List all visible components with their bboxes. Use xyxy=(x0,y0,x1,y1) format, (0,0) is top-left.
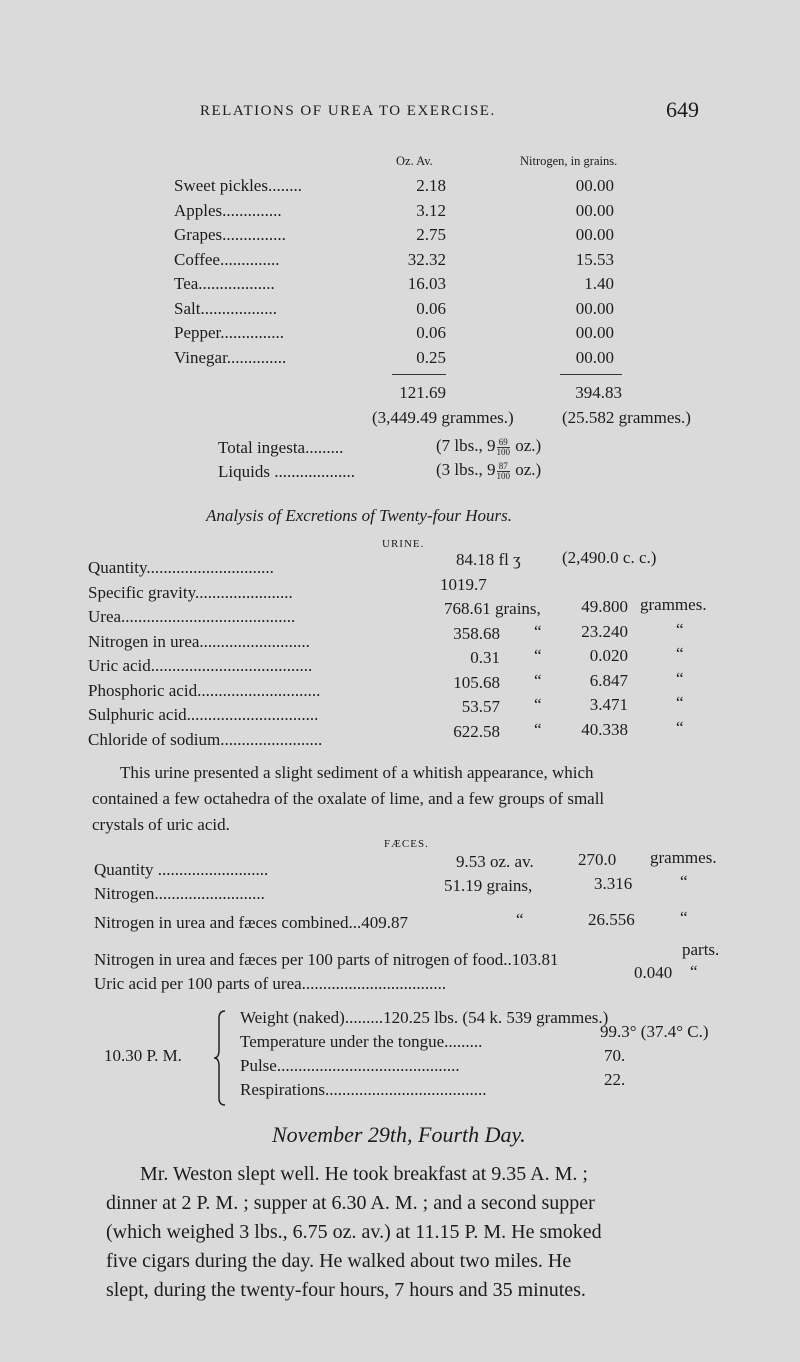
faeces-item: Nitrogen.......................... xyxy=(94,884,265,903)
food-item: Salt.................. xyxy=(174,298,277,318)
total-rule-oz xyxy=(392,374,446,375)
evening-respirations-value: 22. xyxy=(604,1070,626,1089)
evening-temperature-value: 99.3° (37.4° C.) xyxy=(600,1022,709,1041)
urine-grains: 84.18 fl ʒ xyxy=(456,550,521,569)
food-oz: 2.75 xyxy=(416,225,446,244)
food-nitrogen: 00.00 xyxy=(575,200,614,220)
urine-unit: “ xyxy=(676,668,684,688)
urine-ditto: “ xyxy=(534,695,542,714)
urine-paragraph-line: This urine presented a slight sediment of a whitish appearance, which xyxy=(120,763,594,782)
faeces-v3: “ xyxy=(680,872,688,891)
urine-item: Sulphuric acid............................... xyxy=(88,705,319,724)
urine-ditto: “ xyxy=(534,646,542,665)
brace-icon xyxy=(213,1010,227,1106)
food-oz: 3.12 xyxy=(416,200,446,220)
food-item: Vinegar.............. xyxy=(174,347,287,367)
food-nitrogen: 00.00 xyxy=(575,176,614,195)
evening-weight: Weight (naked).........120.25 lbs. (54 k. 539 grammes.) xyxy=(240,1008,609,1027)
urine-unit: “ xyxy=(676,619,684,639)
per100-label: Nitrogen in urea and fæces per 100 parts of nitrogen of food..103.81 xyxy=(94,950,559,969)
combined-label: Nitrogen in urea and fæces combined...409.87 xyxy=(94,913,408,932)
faeces-v3: grammes. xyxy=(650,848,717,867)
food-nitrogen: 00.00 xyxy=(575,347,614,367)
col-nitrogen-header: Nitrogen, in grains. xyxy=(520,154,618,168)
evening-respirations-label: Respirations...................................... xyxy=(240,1080,487,1099)
faeces-v1: 9.53 oz. av. xyxy=(456,852,534,871)
uric-ditto: “ xyxy=(690,962,698,981)
faeces-label: FÆCES. xyxy=(384,838,429,850)
urine-item: Urea......................................... xyxy=(88,607,296,626)
urine-paragraph-text xyxy=(92,760,732,838)
food-nitrogen: 00.00 xyxy=(575,323,614,342)
total-rule-nitrogen xyxy=(560,374,622,375)
urine-grammes: 0.020 xyxy=(589,646,628,665)
food-oz: 2.18 xyxy=(416,176,446,195)
food-item: Coffee.............. xyxy=(174,249,280,269)
combined-value: 26.556 xyxy=(588,910,635,929)
urine-grammes: 3.471 xyxy=(589,695,628,714)
urine-grains: 358.68 xyxy=(453,623,500,643)
total-oz-grammes: (3,449.49 grammes.) xyxy=(372,408,514,427)
running-head: RELATIONS OF UREA TO EXERCISE. xyxy=(200,103,496,119)
urine-paragraph xyxy=(92,760,732,838)
uric-value: 0.040 xyxy=(634,963,673,982)
urine-label: URINE. xyxy=(382,538,425,550)
food-oz: 0.06 xyxy=(416,298,446,318)
total-nitrogen: 394.83 xyxy=(575,383,622,402)
col-oz-header: Oz. Av. xyxy=(396,154,433,168)
food-oz: 0.25 xyxy=(416,347,446,367)
urine-grains: 0.31 xyxy=(470,648,500,667)
urine-grains: 768.61 grains, xyxy=(444,599,541,618)
narrative-line-5: slept, during the twenty-four hours, 7 hours and 35 minutes. xyxy=(106,1279,586,1301)
food-nitrogen: 00.00 xyxy=(575,298,614,318)
urine-grains: 53.57 xyxy=(461,697,500,716)
evening-temperature-label: Temperature under the tongue......... xyxy=(240,1032,483,1051)
per100-unit: parts. xyxy=(682,940,720,959)
urine-unit: grammes. xyxy=(640,595,707,614)
day-heading: November 29th, Fourth Day. xyxy=(272,1122,526,1147)
narrative-line-1: Mr. Weston slept well. He took breakfast at 9.35 A. M. ; xyxy=(140,1163,588,1185)
food-item: Pepper............... xyxy=(174,323,285,342)
urine-grains: 1019.7 xyxy=(440,574,487,594)
food-item: Tea.................. xyxy=(174,274,275,293)
urine-paragraph-line: crystals of uric acid. xyxy=(92,815,230,834)
total-ingesta-label: Total ingesta......... xyxy=(218,438,344,457)
total-oz: 121.69 xyxy=(399,383,446,402)
total-nitrogen-grammes: (25.582 grammes.) xyxy=(562,408,691,427)
evening-pulse-label: Pulse........................................... xyxy=(240,1056,460,1075)
uric-label: Uric acid per 100 parts of urea.................................. xyxy=(94,974,447,993)
urine-unit: “ xyxy=(676,644,684,663)
faeces-v2: 3.316 xyxy=(594,874,633,893)
urine-ditto: “ xyxy=(534,621,542,641)
food-oz: 0.06 xyxy=(416,323,446,342)
food-oz: 32.32 xyxy=(407,249,446,269)
excretions-title: Analysis of Excretions of Twenty-four Hours. xyxy=(206,506,512,525)
urine-grammes: 6.847 xyxy=(589,670,628,690)
urine-paragraph-line: contained a few octahedra of the oxalate of lime, and a few groups of small xyxy=(92,789,605,808)
food-oz: 16.03 xyxy=(407,274,446,293)
evening-time: 10.30 P. M. xyxy=(104,1046,182,1065)
faeces-v2: 270.0 xyxy=(578,850,617,869)
food-nitrogen: 15.53 xyxy=(575,249,614,269)
urine-item: Uric acid...................................... xyxy=(88,656,313,675)
food-nitrogen: 1.40 xyxy=(584,274,614,293)
liquids-value: (3 lbs., 9 $\frac{87}{100}$ oz.) xyxy=(436,460,542,481)
liquids-label: Liquids ................... xyxy=(218,462,355,481)
evening-pulse-value: 70. xyxy=(604,1046,626,1065)
total-ingesta-value: (7 lbs., 9 $\frac{69}{100}$ oz.) xyxy=(436,436,542,457)
urine-ditto: “ xyxy=(534,670,542,690)
urine-grammes: 23.240 xyxy=(581,621,628,641)
urine-grammes: 49.800 xyxy=(581,597,628,616)
urine-grammes: 40.338 xyxy=(581,719,628,739)
combined-ditto: “ xyxy=(516,910,524,929)
narrative-line-2: dinner at 2 P. M. ; supper at 6.30 A. M. ; and a second supper xyxy=(106,1192,595,1214)
narrative xyxy=(106,1160,742,1305)
food-item: Apples.............. xyxy=(174,200,282,220)
food-item: Grapes............... xyxy=(174,225,286,244)
faeces-v1: 51.19 grains, xyxy=(444,876,533,895)
narrative-line-3: (which weighed 3 lbs., 6.75 oz. av.) at 11.15 P. M. He smoked xyxy=(106,1221,602,1243)
page-number: 649 xyxy=(666,97,699,122)
urine-item: Specific gravity....................... xyxy=(88,582,293,602)
urine-grammes: (2,490.0 c. c.) xyxy=(562,548,657,567)
urine-unit: “ xyxy=(676,693,684,712)
urine-item: Quantity.............................. xyxy=(88,558,274,577)
faeces-item: Quantity .......................... xyxy=(94,860,269,879)
urine-grains: 622.58 xyxy=(453,721,500,741)
urine-grains: 105.68 xyxy=(453,672,500,692)
urine-unit: “ xyxy=(676,717,684,737)
narrative-line-4: five cigars during the day. He walked about two miles. He xyxy=(106,1250,572,1272)
food-item: Sweet pickles........ xyxy=(174,176,302,195)
urine-ditto: “ xyxy=(534,719,542,739)
food-nitrogen: 00.00 xyxy=(575,225,614,244)
urine-item: Phosphoric acid............................. xyxy=(88,680,321,700)
urine-item: Nitrogen in urea.......................... xyxy=(88,631,310,651)
combined-ditto2: “ xyxy=(680,908,688,927)
urine-item: Chloride of sodium........................ xyxy=(88,729,323,749)
